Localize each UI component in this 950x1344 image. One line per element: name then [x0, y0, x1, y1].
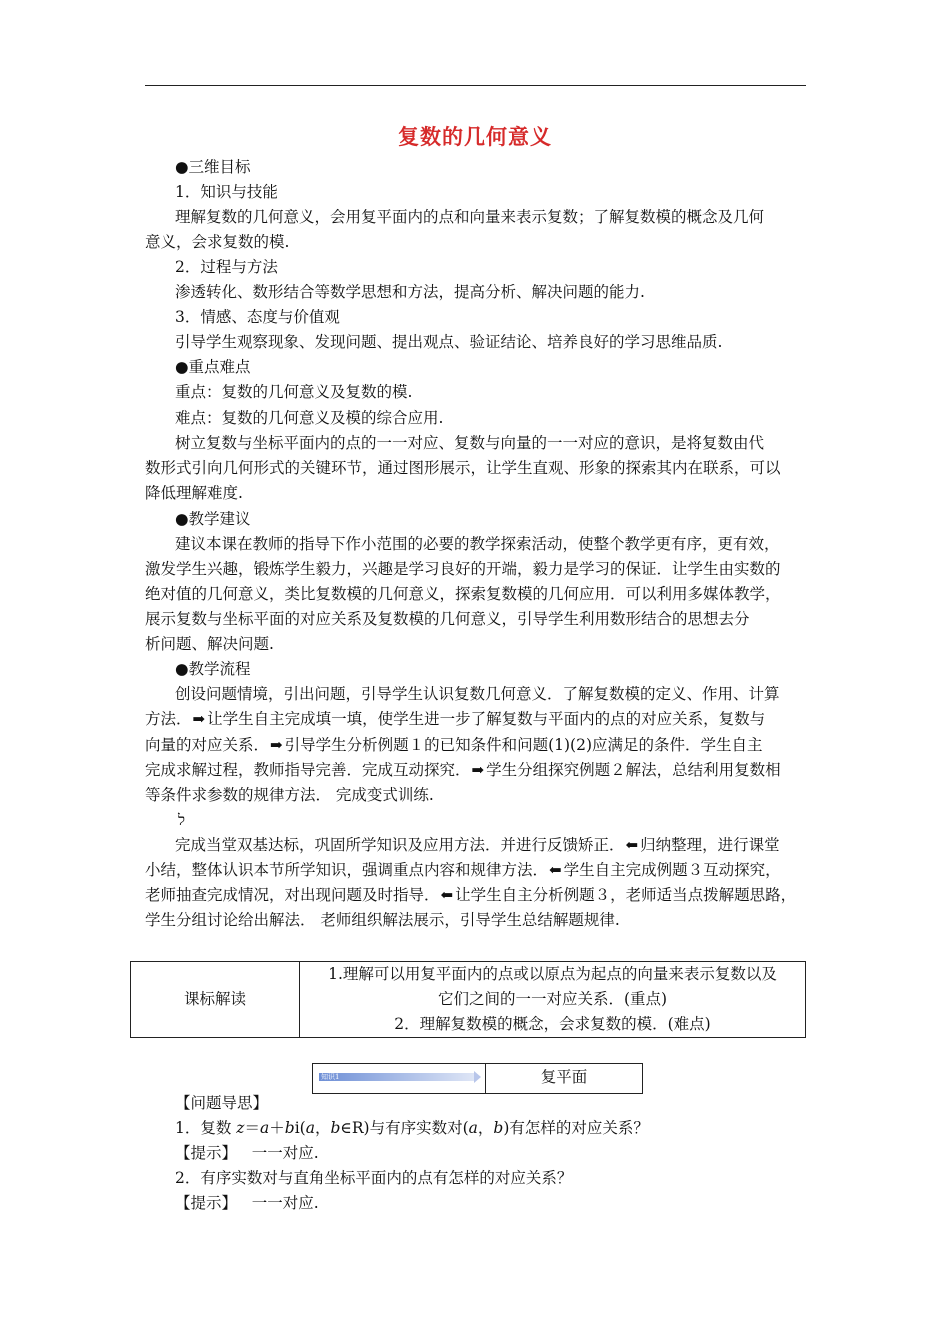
- curriculum-table: [130, 961, 806, 1038]
- paragraph-line: 析问题、解决问题.: [145, 635, 274, 653]
- header-rule: [145, 85, 806, 86]
- knowledge-point-label: 复平面: [540, 1068, 588, 1086]
- banner-tag: 知识1: [321, 1073, 340, 1081]
- paragraph-line: 理解复数的几何意义，会用复平面内的点和向量来表示复数；了解复数模的概念及几何: [175, 208, 765, 226]
- table-label-cell: 课标解读: [131, 962, 300, 1038]
- paragraph-line: 等条件求参数的规律方法． 完成变式训练.: [145, 786, 434, 804]
- paragraph-line: 重点：复数的几何意义及复数的模.: [175, 383, 413, 401]
- arrow-right-icon: ➡: [471, 761, 485, 779]
- banner-arrow-icon: [319, 1073, 475, 1081]
- subheading-process: 2．过程与方法: [175, 258, 278, 276]
- table-line: 它们之间的一一对应关系．(重点): [437, 990, 668, 1008]
- subheading-attitude: 3．情感、态度与价值观: [175, 308, 340, 326]
- qa-heading: 【问题导思】: [175, 1094, 269, 1112]
- table-line: 2．理解复数模的概念，会求复数的模．(难点): [394, 1015, 711, 1033]
- paragraph-line: 向量的对应关系．➡ 引导学生分析例题１的已知条件和问题(1)(2)应满足的条件．学生自主: [145, 736, 763, 754]
- paragraph-line: 完成当堂双基达标，巩固所学知识及应用方法．并进行反馈矫正．⬅ 归纳整理，进行课堂: [175, 836, 780, 854]
- hint-1: 【提示】 一一对应.: [175, 1144, 319, 1162]
- question-1: 1．复数 z＝a＋bi(a，b∈R)与有序实数对(a，b)有怎样的对应关系？: [175, 1119, 649, 1137]
- paragraph-line: 难点：复数的几何意义及模的综合应用.: [175, 409, 444, 427]
- arrow-left-icon: ⬅: [549, 861, 562, 879]
- paragraph-line: 引导学生观察现象、发现问题、提出观点、验证结论、培养良好的学习思维品质.: [175, 333, 723, 351]
- flow-down-glyph: ל: [178, 811, 186, 829]
- paragraph-line: 树立复数与坐标平面内的点的一一对应、复数与向量的一一对应的意识，是将复数由代: [175, 434, 765, 452]
- paragraph-line: 方法．➡ 让学生自主完成填一填，使学生进一步了解复数与平面内的点的对应关系，复数与: [145, 710, 766, 728]
- paragraph-line: 完成求解过程，教师指导完善．完成互动探究．➡ 学生分组探究例题２解法，总结利用复数相: [145, 761, 781, 779]
- paragraph-line: 展示复数与坐标平面的对应关系及复数模的几何意义，引导学生利用数形结合的思想去分: [145, 610, 750, 628]
- paragraph-line: 渗透转化、数形结合等数学思想和方法，提高分析、解决问题的能力.: [175, 283, 645, 301]
- paragraph-line: 创设问题情境，引出问题，引导学生认识复数几何意义．了解复数模的定义、作用、计算: [175, 685, 780, 703]
- paragraph-line: 意义，会求复数的模.: [145, 233, 290, 251]
- table-content-cell: [300, 962, 806, 1038]
- paragraph-line: 激发学生兴趣，锻炼学生毅力，兴趣是学习良好的开端，毅力是学习的保证．让学生由实数的: [145, 560, 781, 578]
- subheading-knowledge: 1．知识与技能: [175, 183, 278, 201]
- paragraph-line: 绝对值的几何意义，类比复数模的几何意义，探索复数模的几何应用．可以利用多媒体教学，: [145, 585, 781, 603]
- paragraph-line: 建议本课在教师的指导下作小范围的必要的教学探索活动，使整个教学更有序，更有效，: [175, 535, 780, 553]
- section-heading-suggestions: ●教学建议: [175, 510, 251, 528]
- arrow-left-icon: ⬅: [625, 836, 639, 854]
- page-title: 复数的几何意义: [398, 124, 552, 149]
- arrow-right-icon: ➡: [192, 710, 206, 728]
- question-2: 2．有序实数对与直角坐标平面内的点有怎样的对应关系？: [175, 1169, 573, 1187]
- section-heading-goals: ●三维目标: [175, 158, 251, 176]
- paragraph-line: 学生分组讨论给出解法． 老师组织解法展示，引导学生总结解题规律.: [145, 911, 620, 929]
- paragraph-line: 数形式引向几何形式的关键环节，通过图形展示，让学生直观、形象的探索其内在联系，可以: [145, 459, 781, 477]
- arrow-right-icon: ➡: [270, 736, 283, 754]
- knowledge-point-box: [312, 1063, 643, 1094]
- table-line: 1.理解可以用复平面内的点或以原点为起点的向量来表示复数以及: [328, 965, 777, 983]
- section-heading-flow: ●教学流程: [175, 660, 251, 678]
- paragraph-line: 小结，整体认识本节所学知识，强调重点内容和规律方法．⬅ 学生自主完成例题３互动探究，: [145, 861, 781, 879]
- paragraph-line: 老师抽查完成情况，对出现问题及时指导．⬅ 让学生自主分析例题３，老师适当点拨解题思路，: [145, 886, 797, 904]
- hint-2: 【提示】 一一对应.: [175, 1194, 319, 1212]
- arrow-left-icon: ⬅: [440, 886, 454, 904]
- knowledge-banner: [313, 1064, 486, 1093]
- paragraph-line: 降低理解难度.: [145, 484, 243, 502]
- section-heading-keypoints: ●重点难点: [175, 358, 251, 376]
